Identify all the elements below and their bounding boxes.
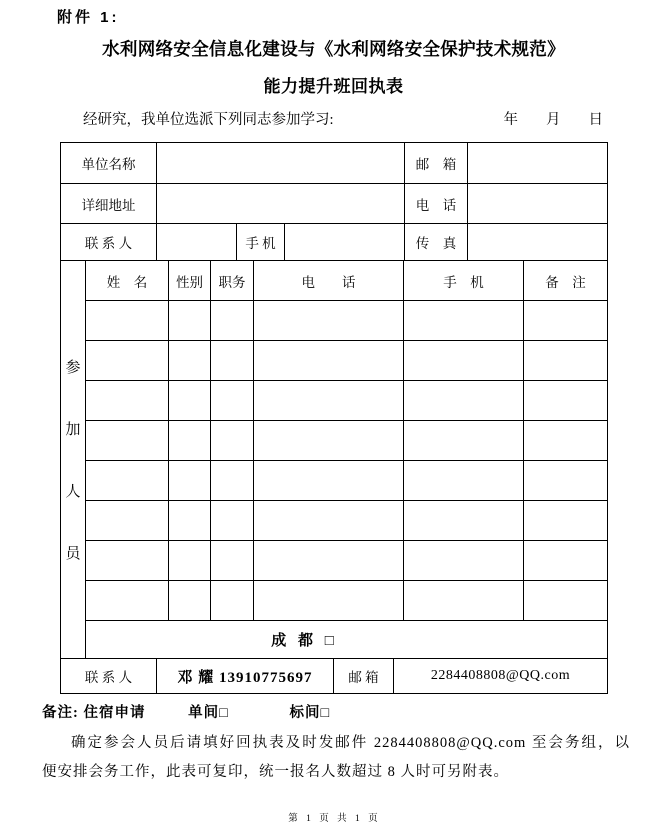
remark-label: 备注: 住宿申请 [42, 705, 146, 721]
attachment-label: 附件 1: [57, 9, 120, 26]
blank-mobile-cell [404, 341, 524, 381]
blank-remark-cell [524, 461, 608, 501]
blank-duty-cell [211, 341, 254, 381]
unit-name-value-cell [157, 143, 405, 184]
blank-mobile-cell [404, 421, 524, 461]
blank-mobile-cell [404, 301, 524, 341]
blank-name-cell [86, 581, 169, 621]
page-number-footer: 第 1 页 共 1 页 [288, 814, 379, 824]
blank-remark-cell [524, 381, 608, 421]
participant-blank-row [61, 341, 608, 381]
unit-name-label: 单位名称 [61, 143, 157, 184]
blank-name-cell [86, 461, 169, 501]
blank-phone-cell [254, 461, 404, 501]
blank-remark-cell [524, 341, 608, 381]
blank-phone-cell [254, 341, 404, 381]
participant-blank-row [61, 501, 608, 541]
participant-blank-row [61, 421, 608, 461]
blank-gender-cell [169, 301, 211, 341]
blank-mobile-cell [404, 461, 524, 501]
organizer-email-label: 邮 箱 [334, 659, 394, 694]
blank-remark-cell [524, 421, 608, 461]
instructions-line2: 便安排会务工作，此表可复印，统一报名人数超过 8 人时可另附表。 [42, 764, 509, 780]
col-header-remark: 备 注 [524, 261, 608, 301]
blank-duty-cell [211, 381, 254, 421]
organizer-contact-label: 联 系 人 [61, 659, 157, 694]
standard-room-checkbox-label: 标间□ [289, 705, 331, 721]
blank-name-cell [86, 501, 169, 541]
blank-phone-cell [254, 301, 404, 341]
email-label: 邮 箱 [405, 143, 468, 184]
year-label: 年 [503, 112, 518, 128]
blank-duty-cell [211, 501, 254, 541]
phone-value-cell [468, 184, 608, 224]
col-header-phone: 电 话 [254, 261, 404, 301]
blank-remark-cell [524, 301, 608, 341]
date-labels [504, 108, 608, 129]
reply-form-table [60, 142, 607, 694]
remark-line [42, 701, 330, 722]
blank-duty-cell [211, 421, 254, 461]
single-room-checkbox-label: 单间□ [188, 705, 229, 721]
blank-duty-cell [211, 541, 254, 581]
blank-phone-cell [254, 541, 404, 581]
blank-duty-cell [211, 461, 254, 501]
phone-label: 电 话 [405, 184, 468, 224]
month-label: 月 [546, 112, 561, 128]
blank-remark-cell [524, 581, 608, 621]
blank-phone-cell [254, 501, 404, 541]
city-option-cell [86, 621, 608, 659]
blank-mobile-cell [404, 501, 524, 541]
blank-mobile-cell [404, 381, 524, 421]
intro-text: 经研究，我单位选派下列同志参加学习: [83, 112, 334, 128]
participant-blank-row [61, 301, 608, 341]
blank-gender-cell [169, 341, 211, 381]
fax-label: 传 真 [405, 224, 468, 261]
blank-name-cell [86, 381, 169, 421]
participant-blank-row [61, 581, 608, 621]
participant-blank-row [61, 461, 608, 501]
intro-line [60, 108, 607, 129]
participants-table [60, 260, 608, 659]
blank-duty-cell [211, 301, 254, 341]
blank-gender-cell [169, 421, 211, 461]
day-label: 日 [588, 112, 603, 128]
city-checkbox-label: 成 都 □ [271, 633, 338, 649]
blank-name-cell [86, 421, 169, 461]
organizer-email-value: 2284408808@QQ.com [394, 659, 608, 694]
mobile-value-cell [285, 224, 405, 261]
address-label: 详细地址 [61, 184, 157, 224]
blank-name-cell [86, 341, 169, 381]
blank-name-cell [86, 541, 169, 581]
col-header-gender: 性别 [169, 261, 211, 301]
col-header-mobile: 手 机 [404, 261, 524, 301]
participant-blank-row [61, 541, 608, 581]
blank-phone-cell [254, 581, 404, 621]
blank-gender-cell [169, 381, 211, 421]
unit-info-table [60, 142, 608, 261]
doc-title-line2: 能力提升班回执表 [263, 77, 404, 96]
blank-remark-cell [524, 541, 608, 581]
blank-mobile-cell [404, 541, 524, 581]
blank-remark-cell [524, 501, 608, 541]
participants-vertical-label: 参 加 人 员 [61, 261, 86, 659]
blank-duty-cell [211, 581, 254, 621]
contact-label: 联 系 人 [61, 224, 157, 261]
organizer-contact-table [60, 658, 608, 694]
blank-name-cell [86, 301, 169, 341]
blank-mobile-cell [404, 581, 524, 621]
blank-gender-cell [169, 581, 211, 621]
instructions-line1: 确定参会人员后请填好回执表及时发邮件 2284408808@QQ.com 至会务组，以 [71, 735, 630, 751]
col-header-name: 姓 名 [86, 261, 169, 301]
instructions-paragraph [42, 729, 630, 787]
contact-value-cell [157, 224, 237, 261]
participant-blank-row [61, 381, 608, 421]
fax-value-cell [468, 224, 608, 261]
address-value-cell [157, 184, 405, 224]
blank-phone-cell [254, 381, 404, 421]
mobile-label: 手 机 [237, 224, 285, 261]
blank-phone-cell [254, 421, 404, 461]
col-header-duty: 职务 [211, 261, 254, 301]
blank-gender-cell [169, 541, 211, 581]
blank-gender-cell [169, 461, 211, 501]
email-value-cell [468, 143, 608, 184]
doc-title-line1: 水利网络安全信息化建设与《水利网络安全保护技术规范》 [102, 39, 565, 59]
organizer-name-phone: 邓 耀 13910775697 [157, 659, 334, 694]
blank-gender-cell [169, 501, 211, 541]
